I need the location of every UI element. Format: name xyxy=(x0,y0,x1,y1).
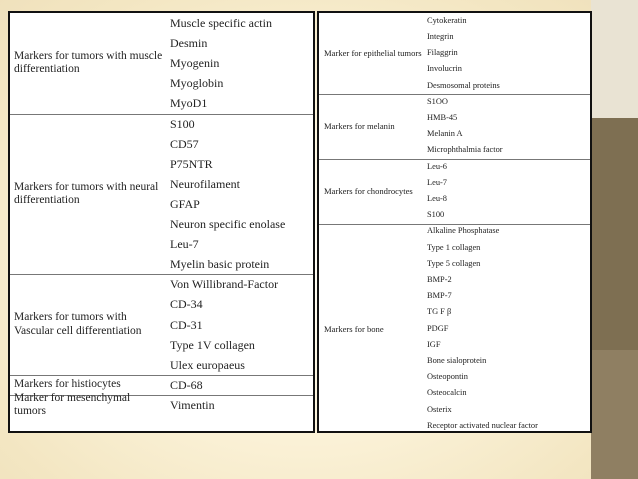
right-marker-table xyxy=(317,11,592,433)
marker-item: MyoD1 xyxy=(170,96,208,111)
marker-item: Myelin basic protein xyxy=(170,257,270,272)
marker-item: Microphthalmia factor xyxy=(427,145,503,155)
marker-group-markers-for-tumors-with-vascular-cell-differentiation xyxy=(10,274,313,376)
marker-item: Leu-6 xyxy=(427,161,447,171)
group-label: Markers for bone xyxy=(324,323,384,334)
marker-item: Muscle specific actin xyxy=(170,16,272,31)
marker-item: Involucrin xyxy=(427,64,462,74)
marker-group-markers-for-tumors-with-neural-differentiation xyxy=(10,114,313,276)
marker-item: Osteocalcin xyxy=(427,388,467,398)
marker-item: S100 xyxy=(170,116,195,131)
marker-item: Leu-7 xyxy=(427,177,447,187)
marker-list xyxy=(427,159,588,224)
marker-item: Neurofilament xyxy=(170,176,240,191)
marker-item: Melanin A xyxy=(427,129,463,139)
marker-list xyxy=(427,94,588,159)
marker-item: Von Willibrand-Factor xyxy=(170,277,279,292)
marker-item: Osteopontin xyxy=(427,372,468,382)
group-label: Markers for tumors with neural differentiation xyxy=(14,180,159,206)
group-label: Markers for chondrocytes xyxy=(324,186,413,197)
marker-item: Cytokeratin xyxy=(427,15,467,25)
marker-item: CD-68 xyxy=(170,377,203,392)
marker-item: Receptor activated nuclear factor xyxy=(427,420,538,430)
marker-item: Type 1V collagen xyxy=(170,337,255,352)
marker-item: Type 5 collagen xyxy=(427,258,481,268)
marker-item: Vimentin xyxy=(170,397,215,412)
left-marker-table xyxy=(8,11,315,433)
marker-list xyxy=(170,13,311,114)
marker-item: S100 xyxy=(427,210,445,220)
marker-group-marker-for-mesenchymal-tumors xyxy=(10,391,313,417)
marker-item: Osterix xyxy=(427,404,452,414)
marker-item: Myoglobin xyxy=(170,76,224,91)
group-label: Marker for epithelial tumors xyxy=(324,48,422,59)
marker-list xyxy=(170,375,311,395)
marker-item: CD-31 xyxy=(170,317,203,332)
marker-item: Filaggrin xyxy=(427,48,458,58)
marker-item: BMP-2 xyxy=(427,275,452,285)
group-label: Markers for histiocytes xyxy=(14,378,121,391)
marker-group-markers-for-tumors-with-muscle-differentiation xyxy=(10,13,313,115)
marker-item: Type 1 collagen xyxy=(427,242,481,252)
marker-list xyxy=(170,114,311,275)
group-label: Markers for melanin xyxy=(324,121,395,132)
marker-item: IGF xyxy=(427,339,441,349)
marker-item: Bone sialoprotein xyxy=(427,355,487,365)
marker-list xyxy=(170,395,311,415)
slide-side-block-light xyxy=(591,0,638,118)
slide-side-block-dark xyxy=(591,118,638,350)
marker-item: HMB-45 xyxy=(427,113,458,123)
marker-item: Leu-8 xyxy=(427,194,447,204)
marker-item: S1OO xyxy=(427,96,448,106)
marker-group-markers-for-melanin xyxy=(319,94,590,160)
marker-item: Leu-7 xyxy=(170,237,199,252)
marker-item: Neuron specific enolase xyxy=(170,217,286,232)
marker-item: Myogenin xyxy=(170,56,220,71)
marker-item: PDGF xyxy=(427,323,449,333)
marker-group-markers-for-chondrocytes xyxy=(319,159,590,225)
marker-item: GFAP xyxy=(170,196,200,211)
marker-list xyxy=(427,13,588,94)
marker-item: BMP-7 xyxy=(427,291,452,301)
marker-item: CD57 xyxy=(170,136,199,151)
group-label: Marker for mesenchymal tumors xyxy=(14,391,131,417)
marker-group-marker-for-epithelial-tumors xyxy=(319,13,590,95)
marker-group-markers-for-bone xyxy=(319,224,590,435)
marker-item: P75NTR xyxy=(170,156,213,171)
marker-item: Desmosomal proteins xyxy=(427,80,500,90)
marker-item: Integrin xyxy=(427,32,454,42)
group-label: Markers for tumors with muscle differentiation xyxy=(14,50,163,76)
marker-list xyxy=(170,274,311,375)
marker-item: Alkaline Phosphatase xyxy=(427,226,500,236)
group-label: Markers for tumors with Vascular cell differentiation xyxy=(14,311,142,337)
marker-item: Desmin xyxy=(170,36,208,51)
marker-list xyxy=(427,224,588,435)
marker-item: CD-34 xyxy=(170,297,203,312)
marker-item: Ulex europaeus xyxy=(170,357,245,372)
marker-item: TG F β xyxy=(427,307,452,317)
